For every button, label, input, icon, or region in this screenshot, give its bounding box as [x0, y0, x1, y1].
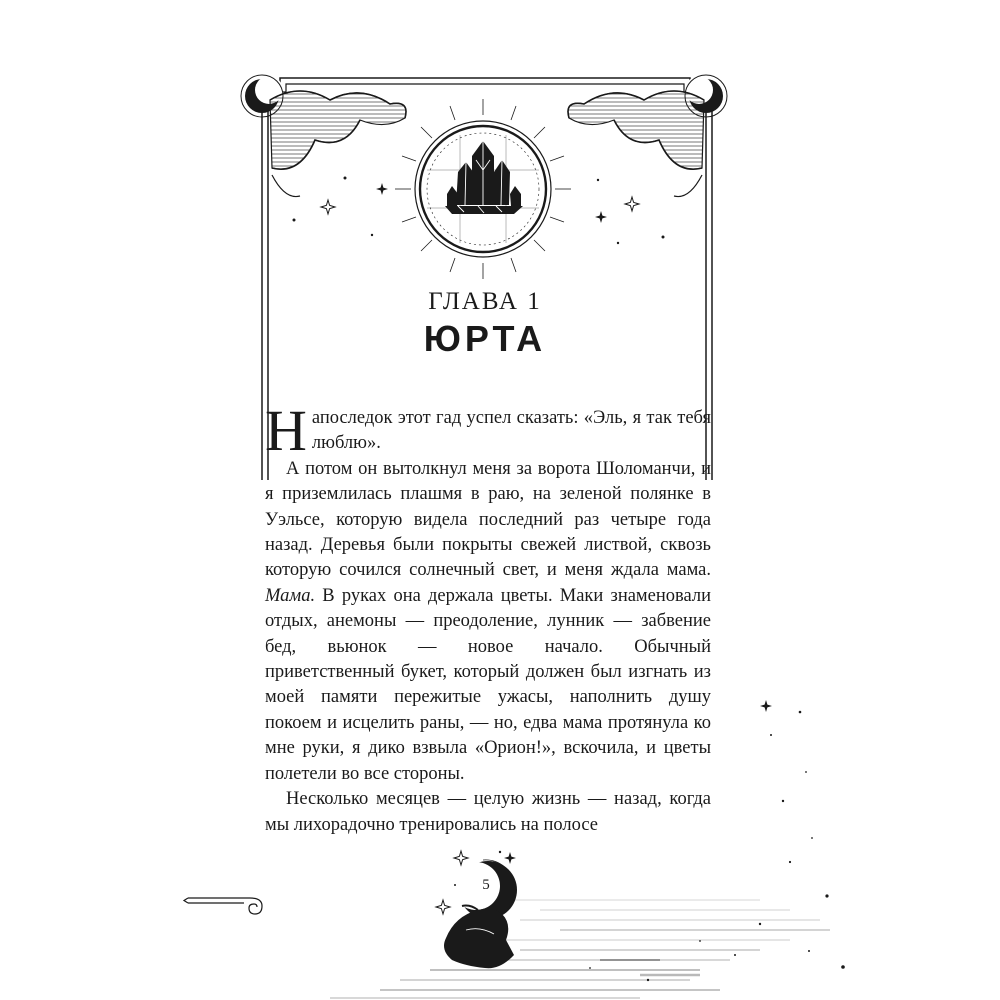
chapter-label: ГЛАВА 1 — [428, 288, 542, 315]
page-number: 5 — [482, 877, 490, 893]
cloud-illustration-right — [568, 91, 704, 197]
paragraph-text: апоследок этот гад успел сказать: «Эль, я так тебя люблю». — [311, 408, 711, 454]
sparkle-star-icon — [454, 851, 468, 865]
arrow-flourish-icon — [184, 898, 262, 914]
cloud-illustration-left — [270, 91, 406, 197]
paragraph — [265, 457, 711, 787]
emphasis-text: Мама. — [265, 585, 316, 606]
paragraph-text: В руках она держала цветы. Маки знаменовали отдых, анемоны — преодоление, лунник — забвение бед, вьюнок — новое начало. Обычный приветственный букет, который должен был изгнать из моей памяти пережитые ужасы, наполнить душу покоем и исцелить раны, — но, едва мама протянула ко мне руки, я дико взвыла «Орион!», вскочила, и цветы полетели во все стороны. — [265, 585, 711, 784]
open-hand-icon — [444, 906, 514, 969]
sparkle-star-icon — [625, 197, 639, 211]
sparkle-star-icon — [504, 852, 516, 864]
paragraph-text: А потом он вытолкнул меня за ворота Шоломанчи, и я приземлилась плашмя в раю, на зеленой полянке в Уэльсе, которую видела последний раз четыре года назад. Деревья были покрыты свежей листвой, сквозь которую сочился солнечный свет, и меня ждала мама. — [265, 458, 711, 581]
body-text — [265, 398, 711, 838]
drop-cap: Н — [265, 398, 307, 463]
paragraph-text: Несколько месяцев — целую жизнь — назад, когда мы лихорадочно тренировались на полосе — [265, 789, 711, 835]
chapter-title: ЮРТА — [423, 318, 547, 359]
sparkle-star-icon — [321, 200, 335, 214]
sparkle-star-icon — [376, 183, 388, 195]
mist-texture — [330, 900, 830, 998]
paragraph — [265, 398, 711, 463]
paragraph — [265, 787, 711, 838]
sparkle-star-icon — [436, 900, 450, 914]
sparkle-star-icon — [595, 211, 607, 223]
